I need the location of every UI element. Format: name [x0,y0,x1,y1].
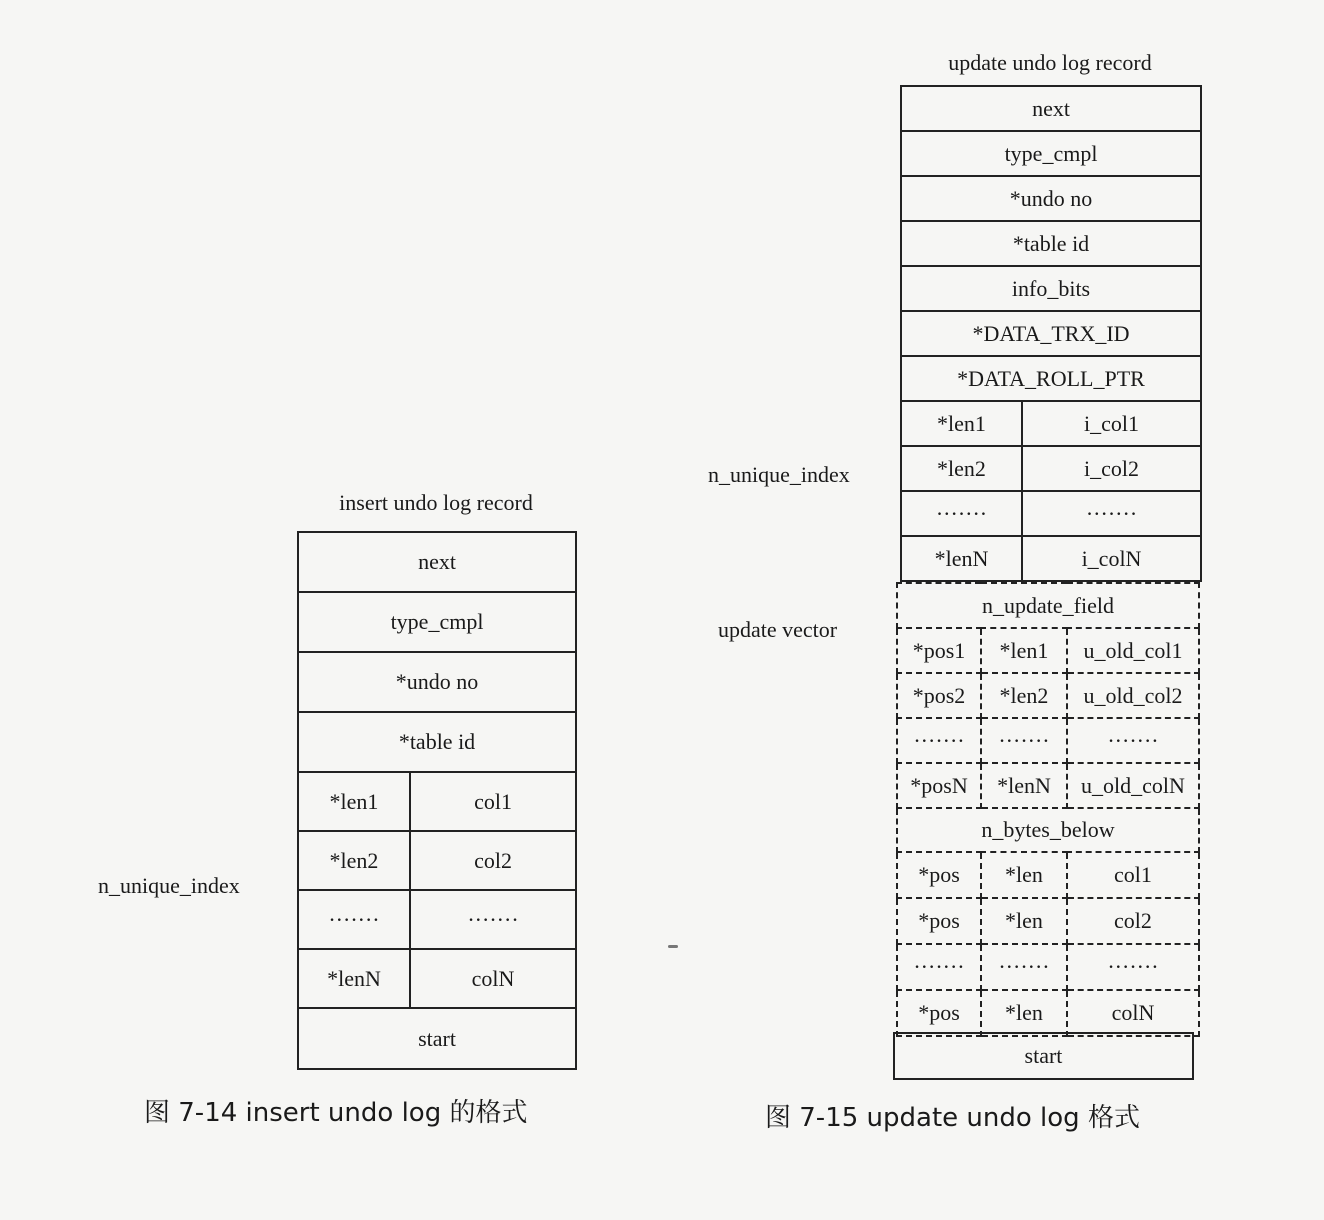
table-row [897,898,1199,944]
update-bytes-len-cell: *len [981,852,1067,898]
update-vector-pos-cell: ······· [897,718,981,763]
update-vector-pos-cell: *pos2 [897,673,981,718]
update-index-col-cell: i_colN [1022,536,1201,581]
update-trx-id-field: *DATA_TRX_ID [901,311,1201,356]
update-bytes-len-cell: ······· [981,944,1067,990]
insert-col-cell: col1 [410,772,576,831]
update-vector-col-cell: u_old_col2 [1067,673,1199,718]
update-vector-label: update vector [718,617,838,642]
insert-col-cell: colN [410,949,576,1008]
insert-start-field: start [298,1008,576,1069]
update-vector-len-cell: *len2 [981,673,1067,718]
table-row [897,852,1199,898]
insert-next-field: next [298,532,576,592]
table-row [897,673,1199,718]
insert-undo-log-table [297,531,577,1070]
insert-record-title: insert undo log record [339,490,533,515]
insert-len-cell: *len2 [298,831,410,890]
update-bytes-pos-cell: *pos [897,990,981,1036]
update-n-bytes-below-field: n_bytes_below [897,808,1199,852]
update-start-table [893,1032,1194,1080]
update-bytes-col-cell: colN [1067,990,1199,1036]
scan-speck [668,945,678,948]
update-bytes-col-cell: ······· [1067,944,1199,990]
insert-col-cell: ······· [410,890,576,949]
insert-len-cell: *len1 [298,772,410,831]
insert-n-unique-index-label: n_unique_index [98,873,240,898]
table-row [298,772,576,831]
insert-undo-no-field: *undo no [298,652,576,712]
table-row [897,718,1199,763]
update-bytes-col-cell: col2 [1067,898,1199,944]
update-roll-ptr-field: *DATA_ROLL_PTR [901,356,1201,401]
update-index-col-cell: i_col1 [1022,401,1201,446]
table-row [897,944,1199,990]
update-vector-col-cell: ······· [1067,718,1199,763]
table-row [901,401,1201,446]
update-vector-pos-cell: *pos1 [897,628,981,673]
insert-table-id-field: *table id [298,712,576,772]
insert-type-cmpl-field: type_cmpl [298,592,576,652]
update-vector-table [896,582,1200,1037]
update-index-len-cell: *len1 [901,401,1022,446]
update-bytes-pos-cell: *pos [897,898,981,944]
update-bytes-len-cell: *len [981,898,1067,944]
table-row [897,990,1199,1036]
table-row [901,536,1201,581]
insert-len-cell: *lenN [298,949,410,1008]
update-bytes-pos-cell: *pos [897,852,981,898]
update-next-field: next [901,86,1201,131]
table-row [298,831,576,890]
table-row [901,446,1201,491]
update-vector-len-cell: *lenN [981,763,1067,808]
update-n-unique-index-label: n_unique_index [708,462,850,487]
update-info-bits-field: info_bits [901,266,1201,311]
update-table-id-field: *table id [901,221,1201,266]
update-bytes-col-cell: col1 [1067,852,1199,898]
insert-len-cell: ······· [298,890,410,949]
update-vector-col-cell: u_old_col1 [1067,628,1199,673]
update-type-cmpl-field: type_cmpl [901,131,1201,176]
update-n-update-field: n_update_field [897,583,1199,628]
table-row [901,491,1201,536]
table-row [897,763,1199,808]
update-index-len-cell: *len2 [901,446,1022,491]
table-row [897,628,1199,673]
insert-col-cell: col2 [410,831,576,890]
table-row [298,949,576,1008]
update-index-col-cell: ······· [1022,491,1201,536]
table-row [298,890,576,949]
update-index-col-cell: i_col2 [1022,446,1201,491]
insert-figure-caption: 图 7-14 insert undo log 的格式 [144,1098,528,1128]
update-figure-caption: 图 7-15 update undo log 格式 [765,1103,1140,1133]
update-vector-len-cell: *len1 [981,628,1067,673]
update-record-title: update undo log record [948,50,1152,75]
update-index-len-cell: ······· [901,491,1022,536]
update-start-field: start [894,1033,1193,1079]
update-undo-no-field: *undo no [901,176,1201,221]
update-bytes-len-cell: *len [981,990,1067,1036]
update-index-len-cell: *lenN [901,536,1022,581]
update-bytes-pos-cell: ······· [897,944,981,990]
update-vector-col-cell: u_old_colN [1067,763,1199,808]
update-undo-log-header-table [900,85,1202,582]
update-vector-len-cell: ······· [981,718,1067,763]
update-vector-pos-cell: *posN [897,763,981,808]
